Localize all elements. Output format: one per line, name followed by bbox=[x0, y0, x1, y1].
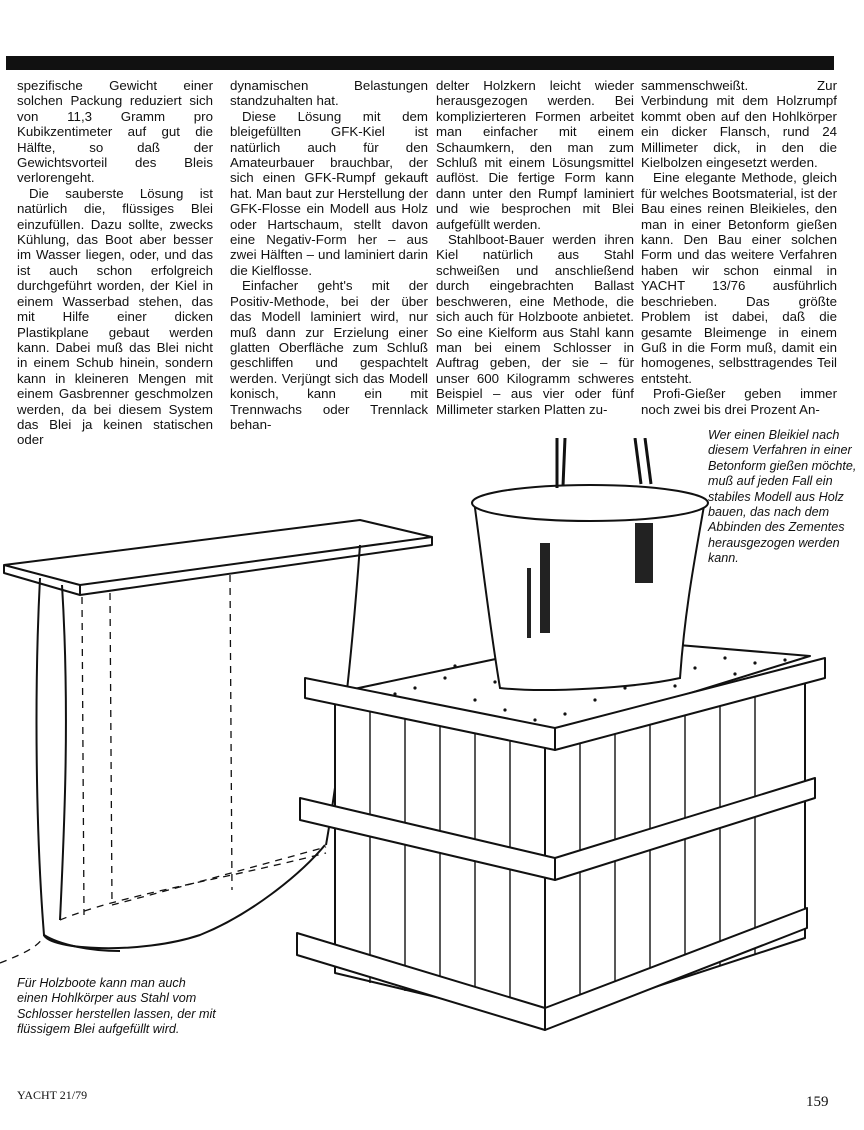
text-column-4 bbox=[641, 78, 837, 417]
paragraph: Profi-Gießer geben immer noch zwei bis drei Prozent An- bbox=[641, 386, 837, 417]
caption-right: Wer einen Bleikiel nach diesem Verfahren in einer Betonform gießen möchte, muß auf jeden Fall ein stabiles Modell aus Holz bauen, das nach dem Abbinden des Zementes herausgezogen werden kann. bbox=[708, 428, 857, 566]
paragraph: dynamischen Belastungen standzuhalten hat. bbox=[230, 78, 428, 109]
paragraph: sammenschweißt. Zur Verbindung mit dem Holzrumpf kommt oben auf den Hohlkörper ein dicker Flansch, rund 24 Millimeter dick, in den die Kielbolzen eingesetzt werden. bbox=[641, 78, 837, 171]
paragraph: delter Holzkern leicht wieder herausgezogen werden. Bei komplizierteren Formen arbeitet man einfacher mit einem Schaumkern, den man zum Schluß mit einem Lösungsmittel auflöst. Die fertige Form kann dann unter den Rumpf laminiert und wie besprochen mit Blei aufgefüllt werden. bbox=[436, 78, 634, 232]
page-number: 159 bbox=[806, 1094, 829, 1110]
text-column-1 bbox=[17, 78, 213, 448]
caption-left: Für Holzboote kann man auch einen Hohlkörper aus Stahl vom Schlosser herstellen lassen, der mit flüssigem Blei aufgefüllt wird. bbox=[17, 976, 216, 1037]
paragraph: Eine elegante Methode, gleich für welches Bootsmaterial, ist der Bau eines reinen Bleikieles, den man in einer Betonform gießen kann. Den Bau einer solchen Form und das weitere Verfahren haben wir schon einmal in YACHT 13/76 ausführlich beschrieben. Das größte Problem ist dabei, daß die gesamte Bleimenge in einem Guß in die Form muß, damit ein homogenes, selbsttragendes Teil entsteht. bbox=[641, 170, 837, 386]
journal-reference: YACHT 21/79 bbox=[17, 1088, 88, 1102]
paragraph: Stahlboot-Bauer werden ihren Kiel natürlich aus Stahl schweißen und anschließend durch eingebrachten Ballast beschweren, eine Methode, die sich auch für Holzboote anbietet. So eine Kielform aus Stahl kann man bei einem Schlosser in Auftrag geben, der sie – für unser 600 Kilogramm schweres Beispiel – aus vier oder fünf Millimeter starken Platten zu- bbox=[436, 232, 634, 417]
paragraph: Die sauberste Lösung ist natürlich die, flüssiges Blei einzufüllen. Dazu sollte, zwecks Kühlung, das Boot aber besser im Wasser liegen, oder, und das ist auch schon erfolgreich durchgeführt worden, der Kiel in einem Wasserbad stehen, das mit Hilfe einer dicken Plastikplane gebaut werden kann. Dabei muß das Blei nicht in einem Schub hinein, sondern kann in kleineren Mengen mit einem Gasbrenner geschmolzen werden, da bei diesem System das Blei ja keinen statischen oder bbox=[17, 185, 213, 448]
text-column-2 bbox=[230, 78, 428, 432]
paragraph: Einfacher geht's mit der Positiv-Methode, bei der über das Modell laminiert wird, nur muß dann zur Erzielung einer glatten Oberfläche zum Schluß geschliffen und gespachtelt werden. Verjüngt sich das Modell konisch, kann ein mit Trennwachs oder Trennlack behan- bbox=[230, 278, 428, 432]
top-rule bbox=[6, 56, 834, 70]
paragraph: spezifische Gewicht einer solchen Packung reduziert sich von 11,3 Gramm pro Kubikzentimeter auf gut die Hälfte, so daß der Gewichtsvorteil des Bleis verlorengeht. bbox=[17, 78, 213, 186]
paragraph: Diese Lösung mit dem bleigefüllten GFK-Kiel ist natürlich auch für den Amateurbauer brauchbar, der sich einen GFK-Rumpf gekauft hat. Man baut zur Herstellung der GFK-Flosse ein Modell aus Holz oder Hartschaum, stellt davon eine Negativ-Form her – aus zwei Hälften – und laminiert darin die Kielflosse. bbox=[230, 108, 428, 278]
text-column-3 bbox=[436, 78, 634, 417]
